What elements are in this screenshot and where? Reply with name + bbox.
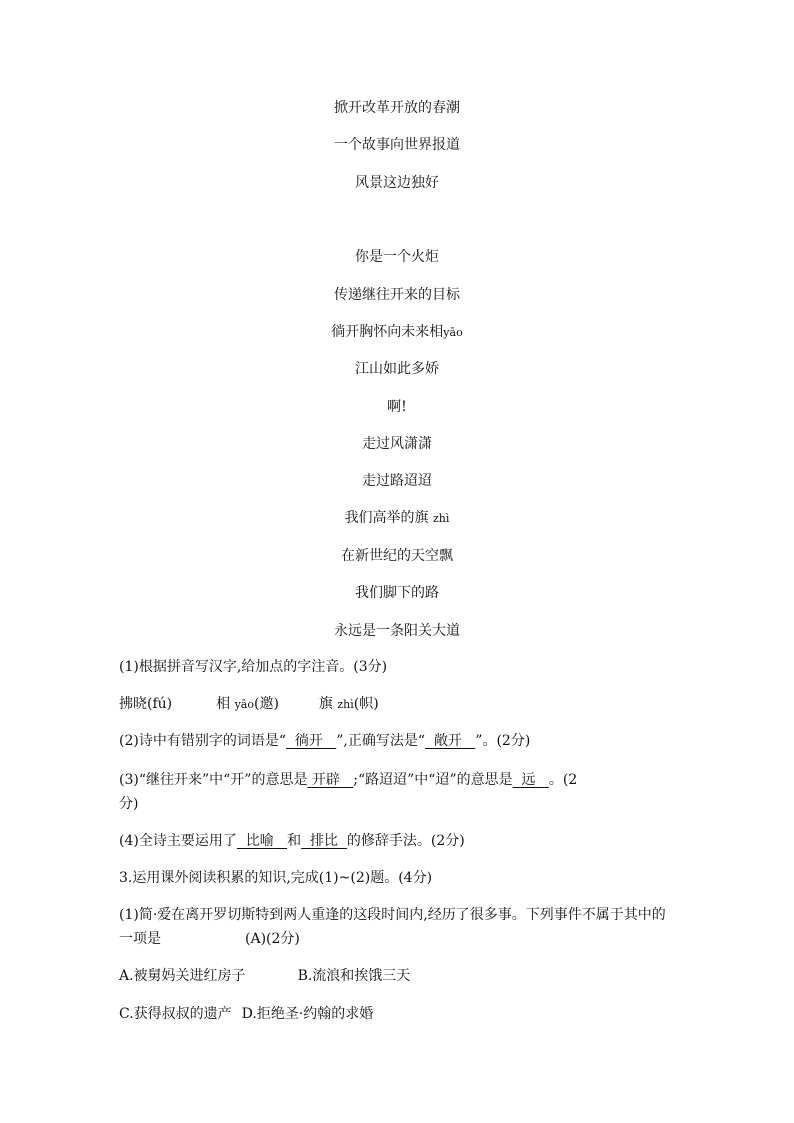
option-c: C.获得叔叔的遗产	[119, 1006, 232, 1022]
poem-line: 传递继往开来的目标	[334, 287, 460, 303]
poem-line: 一个故事向世界报道	[334, 137, 460, 153]
poem-line: 我们脚下的路	[355, 585, 439, 601]
answer-blank: 徜开	[294, 733, 323, 749]
poem-line: 你是一个火炬	[355, 249, 439, 265]
poem-line: 江山如此多娇	[355, 361, 439, 377]
answer-blank: 比喻	[245, 833, 274, 849]
answer-blank: 开辟	[311, 772, 340, 788]
options-row	[119, 966, 679, 986]
pinyin-items	[119, 694, 679, 715]
poem-line	[0, 322, 794, 343]
answer: (A)(2分)	[245, 931, 300, 947]
poem-line: 掀开改革开放的春潮	[334, 100, 460, 116]
option-b: B.流浪和挨饿三天	[297, 968, 411, 984]
poem-line: 永远是一条阳关大道	[334, 623, 460, 639]
option-a: A.被舅妈关进红房子	[119, 968, 246, 984]
pinyin: yāo	[443, 326, 463, 339]
poem-line: 走过风潇潇	[362, 436, 432, 452]
question-prompt: (1)根据拼音写汉字,给加点的字注音。(3分)	[119, 659, 388, 675]
poem-line: 走过路迢迢	[362, 473, 432, 489]
pinyin-item: 相 yāo(邀)	[216, 696, 279, 712]
poem-text: 我们高举的旗	[344, 510, 429, 526]
section-title: 3.运用课外阅读积累的知识,完成(1)~(2)题。(4分)	[119, 870, 433, 886]
options-row	[119, 1004, 679, 1024]
question-4: (4)全诗主要运用了 比喻 和 排比 的修辞手法。(2分)	[119, 833, 465, 849]
question-3: (3)“继往开来”中“开”的意思是 开辟 ;“路迢迢”中“迢”的意思是 远 。(2	[119, 772, 578, 788]
question-text: (1)简·爱在离开罗切斯特到两人重逢的这段时间内,经历了很多事。下列事件不属于其中的	[119, 907, 666, 923]
poem-text: 徜开胸怀向未来相	[331, 324, 444, 340]
pinyin: zhì	[433, 512, 450, 525]
answer-blank: 远	[521, 772, 536, 788]
poem-line: 啊!	[387, 399, 407, 415]
poem-line: 在新世纪的天空飘	[341, 548, 453, 564]
answer-blank: 排比	[310, 833, 339, 849]
question-2: (2)诗中有错别字的词语是“ 徜开 ”,正确写法是“ 敞开 ”。(2分)	[119, 733, 531, 749]
question-3-cont: 分)	[119, 796, 139, 812]
poem-line: 风景这边独好	[355, 175, 439, 191]
pinyin-item: 旗 zhì(帜)	[318, 696, 379, 712]
pinyin-item: 拂晓(fú)	[119, 696, 173, 712]
question-text: 一项是 (A)(2分)	[119, 931, 300, 947]
option-d: D.拒绝圣·约翰的求婚	[241, 1006, 374, 1022]
poem-line	[0, 508, 794, 529]
answer-blank: 敞开	[433, 733, 462, 749]
